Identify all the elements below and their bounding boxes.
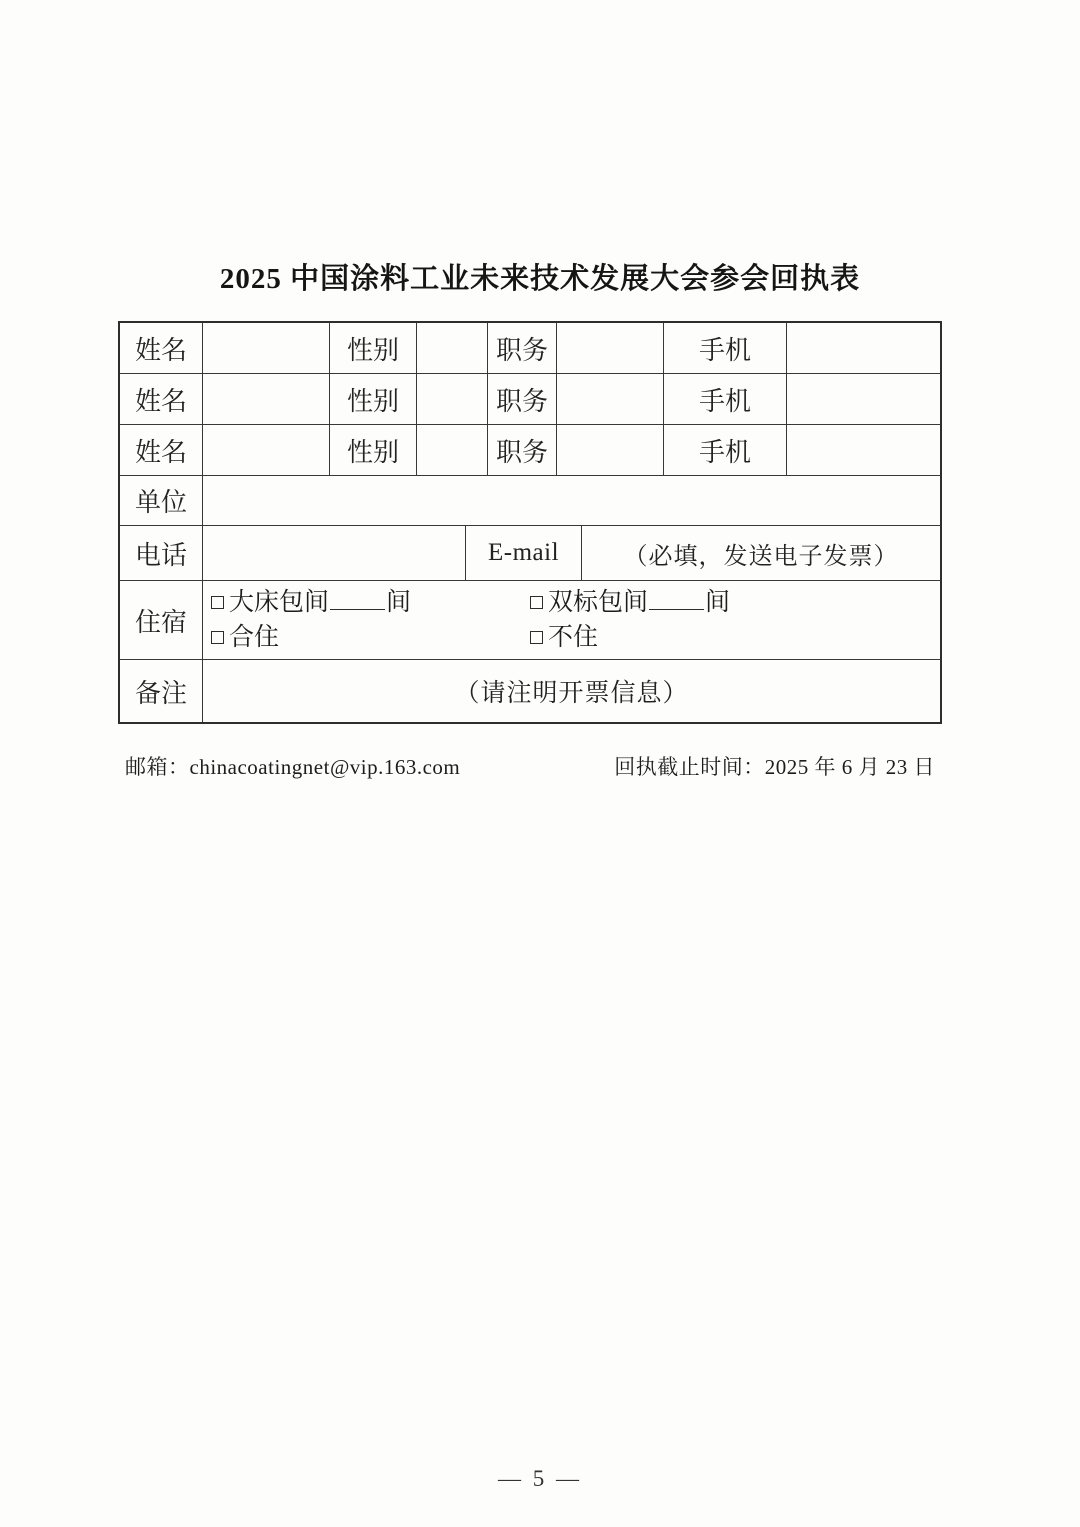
gender-label: 性别 [330, 323, 417, 373]
checkbox-icon[interactable] [211, 596, 224, 609]
unit-label: 单位 [120, 476, 203, 525]
position-label: 职务 [488, 323, 557, 373]
phone-email-row [120, 526, 940, 581]
mobile-label: 手机 [664, 374, 787, 424]
name-input-cell[interactable] [203, 323, 330, 373]
phone-label: 电话 [120, 526, 203, 580]
gender-label: 性别 [330, 425, 417, 475]
attendee-row-3 [120, 425, 940, 476]
gender-input-cell[interactable] [417, 323, 488, 373]
checkbox-icon[interactable] [211, 631, 224, 644]
option-label: 合住 [229, 624, 280, 651]
option-king-room[interactable] [211, 585, 530, 620]
accommodation-label: 住宿 [120, 581, 203, 659]
accommodation-options [203, 581, 940, 659]
unit-row [120, 476, 940, 526]
mobile-input-cell[interactable] [787, 374, 940, 424]
mobile-input-cell[interactable] [787, 425, 940, 475]
position-input-cell[interactable] [557, 323, 664, 373]
phone-input-cell[interactable] [203, 526, 466, 580]
option-label: 大床包间 [229, 589, 330, 616]
blank-line[interactable] [330, 594, 385, 610]
email-label: E-mail [466, 526, 582, 580]
name-label: 姓名 [120, 374, 203, 424]
unit-input-cell[interactable] [203, 476, 940, 525]
accommodation-row [120, 581, 940, 660]
option-label: 双标包间 [548, 589, 649, 616]
accommodation-line-2 [211, 620, 936, 655]
remarks-row [120, 660, 940, 722]
mobile-label: 手机 [664, 425, 787, 475]
option-twin-room[interactable] [530, 585, 730, 620]
registration-table [118, 321, 942, 724]
option-label: 不住 [548, 624, 599, 651]
option-no-stay[interactable] [530, 620, 598, 655]
position-label: 职务 [488, 425, 557, 475]
contact-email: 邮箱：chinacoatingnet@vip.163.com [125, 755, 461, 779]
footer-line [125, 751, 935, 781]
checkbox-icon[interactable] [530, 596, 543, 609]
gender-input-cell[interactable] [417, 425, 488, 475]
gender-label: 性别 [330, 374, 417, 424]
checkbox-icon[interactable] [530, 631, 543, 644]
page-title: 2025 中国涂料工业未来技术发展大会参会回执表 [219, 263, 861, 295]
mobile-input-cell[interactable] [787, 323, 940, 373]
attendee-row-2 [120, 374, 940, 425]
name-input-cell[interactable] [203, 374, 330, 424]
page-number: — 5 — [498, 1466, 582, 1491]
option-suffix: 间 [705, 589, 731, 616]
remarks-label: 备注 [120, 660, 203, 722]
mobile-label: 手机 [664, 323, 787, 373]
accommodation-line-1 [211, 585, 936, 620]
email-required-note: （必填，发送电子发票） [623, 543, 899, 570]
position-input-cell[interactable] [557, 374, 664, 424]
position-input-cell[interactable] [557, 425, 664, 475]
name-label: 姓名 [120, 323, 203, 373]
remarks-input-cell[interactable]: （请注明开票信息） [454, 680, 689, 707]
reply-deadline: 回执截止时间：2025 年 6 月 23 日 [614, 755, 935, 779]
name-label: 姓名 [120, 425, 203, 475]
position-label: 职务 [488, 374, 557, 424]
attendee-row-1 [120, 323, 940, 374]
blank-line[interactable] [649, 594, 704, 610]
option-suffix: 间 [386, 589, 412, 616]
gender-input-cell[interactable] [417, 374, 488, 424]
name-input-cell[interactable] [203, 425, 330, 475]
option-share-room[interactable] [211, 620, 530, 655]
